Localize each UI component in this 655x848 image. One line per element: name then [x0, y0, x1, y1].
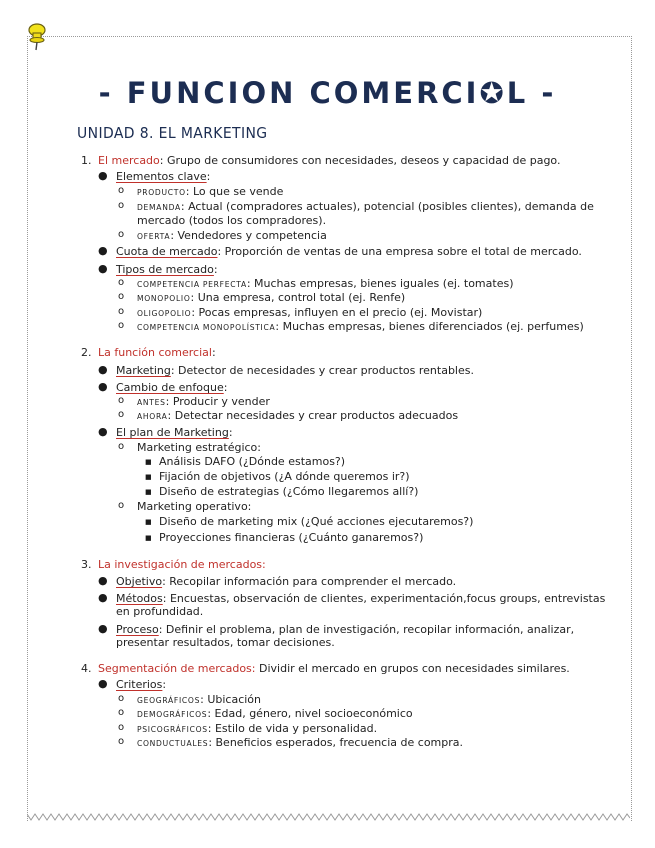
- square-bullet-icon: ■: [145, 488, 152, 496]
- bullet-icon: ●: [98, 363, 108, 376]
- sub-bullet-icon: o: [118, 441, 125, 452]
- sub-bullet-icon: o: [118, 306, 125, 317]
- list-item: Criterios:: [116, 678, 167, 691]
- list-item: Análisis DAFO (¿Dónde estamos?): [159, 455, 346, 468]
- list-item-continuation: en profundidad.: [116, 605, 204, 618]
- sub-bullet-icon: o: [118, 277, 125, 288]
- square-bullet-icon: ■: [145, 458, 152, 466]
- list-item: COMPETENCIA PERFECTA: Muchas empresas, bienes iguales (ej. tomates): [137, 277, 514, 290]
- sub-bullet-icon: o: [118, 707, 125, 718]
- bullet-icon: ●: [98, 244, 108, 257]
- sub-bullet-icon: o: [118, 722, 125, 733]
- list-item: COMPETENCIA MONOPOLÍSTICA: Muchas empresas, bienes diferenciados (ej. perfumes): [137, 320, 584, 333]
- page-title: - FUNCION COMERCI✪L -: [98, 76, 557, 110]
- section-number: 1.: [81, 154, 92, 167]
- sub-bullet-icon: o: [118, 736, 125, 747]
- list-item: PRODUCTO: Lo que se vende: [137, 185, 284, 198]
- section-heading: La investigación de mercados:: [98, 558, 266, 571]
- sub-bullet-icon: o: [118, 185, 125, 196]
- sub-bullet-icon: o: [118, 395, 125, 406]
- list-item: PSICOGRÁFICOS: Estilo de vida y personalidad.: [137, 722, 378, 735]
- list-item: Diseño de marketing mix (¿Qué acciones ejecutaremos?): [159, 515, 474, 528]
- sub-bullet-icon: o: [118, 320, 125, 331]
- bullet-icon: ●: [98, 262, 108, 275]
- bullet-icon: ●: [98, 591, 108, 604]
- square-bullet-icon: ■: [145, 534, 152, 542]
- sub-bullet-icon: o: [118, 693, 125, 704]
- list-item: Marketing operativo:: [137, 500, 252, 513]
- list-item: Proceso: Definir el problema, plan de investigación, recopilar información, analizar,: [116, 623, 575, 636]
- section-heading: El mercado: [98, 154, 160, 167]
- list-item-continuation: presentar resultados, tomar decisiones.: [116, 636, 335, 649]
- bullet-icon: ●: [98, 622, 108, 635]
- list-item: Marketing: Detector de necesidades y crear productos rentables.: [116, 364, 474, 377]
- list-item: OLIGOPOLIO: Pocas empresas, influyen en el precio (ej. Movistar): [137, 306, 483, 319]
- list-item: ANTES: Producir y vender: [137, 395, 270, 408]
- sub-bullet-icon: o: [118, 291, 125, 302]
- section-number: 3.: [81, 558, 92, 571]
- bullet-icon: ●: [98, 574, 108, 587]
- square-bullet-icon: ■: [145, 518, 152, 526]
- list-item: Cambio de enfoque:: [116, 381, 228, 394]
- unit-subtitle: UNIDAD 8. EL MARKETING: [77, 124, 268, 142]
- list-item: OFERTA: Vendedores y competencia: [137, 229, 327, 242]
- list-item: AHORA: Detectar necesidades y crear productos adecuados: [137, 409, 459, 422]
- list-item-continuation: mercado (todos los compradores).: [137, 214, 327, 227]
- list-item: Métodos: Encuestas, observación de clientes, experimentación,focus groups, entrevistas: [116, 592, 606, 605]
- section-funcion-comercial: La función comercial:: [98, 346, 216, 359]
- sub-bullet-icon: o: [118, 200, 125, 211]
- sub-bullet-icon: o: [118, 409, 125, 420]
- section-investigacion: [98, 558, 266, 572]
- section-segmentacion: Segmentación de mercados: Dividir el mercado en grupos con necesidades similares.: [98, 662, 570, 675]
- bullet-icon: ●: [98, 677, 108, 690]
- list-item: DEMANDA: Actual (compradores actuales), potencial (posibles clientes), demanda de: [137, 200, 594, 213]
- list-item: Cuota de mercado: Proporción de ventas de una empresa sobre el total de mercado.: [116, 245, 582, 258]
- section-heading: Segmentación de mercados:: [98, 662, 256, 675]
- list-item: Fijación de objetivos (¿A dónde queremos ir?): [159, 470, 410, 483]
- section-number: 4.: [81, 662, 92, 675]
- list-item: Marketing estratégico:: [137, 441, 261, 454]
- sub-bullet-icon: o: [118, 500, 125, 511]
- bullet-icon: ●: [98, 169, 108, 182]
- list-item: Elementos clave:: [116, 170, 211, 183]
- list-item: MONOPOLIO: Una empresa, control total (ej. Renfe): [137, 291, 406, 304]
- bullet-icon: ●: [98, 425, 108, 438]
- square-bullet-icon: ■: [145, 473, 152, 481]
- sub-bullet-icon: o: [118, 229, 125, 240]
- list-item: El plan de Marketing:: [116, 426, 233, 439]
- list-item: GEOGRÁFICOS: Ubicación: [137, 693, 262, 706]
- section-number: 2.: [81, 346, 92, 359]
- list-item: Diseño de estrategias (¿Cómo llegaremos allí?): [159, 485, 419, 498]
- section-mercado: El mercado: Grupo de consumidores con necesidades, deseos y capacidad de pago.: [98, 154, 561, 167]
- list-item: CONDUCTUALES: Beneficios esperados, frecuencia de compra.: [137, 736, 464, 749]
- bullet-icon: ●: [98, 380, 108, 393]
- section-heading: La función comercial: [98, 346, 212, 359]
- list-item: Objetivo: Recopilar información para comprender el mercado.: [116, 575, 457, 588]
- list-item: DEMOGRÁFICOS: Edad, género, nivel socioeconómico: [137, 707, 413, 720]
- list-item: Tipos de mercado:: [116, 263, 218, 276]
- list-item: Proyecciones financieras (¿Cuánto ganaremos?): [159, 531, 424, 544]
